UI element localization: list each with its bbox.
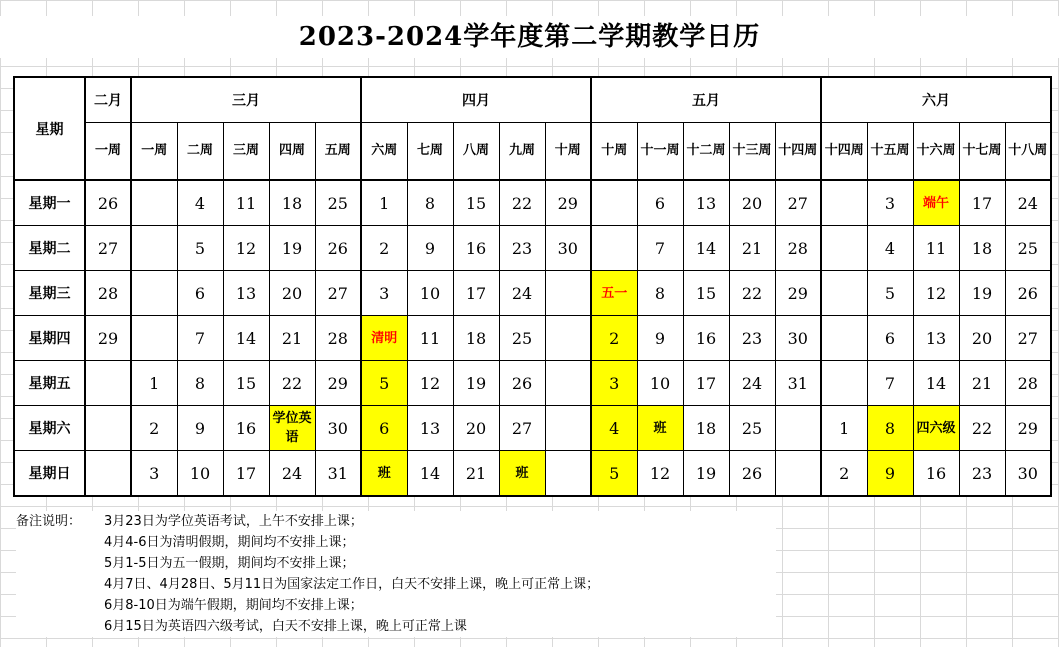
calendar-note: 端午 <box>922 195 949 211</box>
calendar-day-cell <box>131 271 177 316</box>
calendar-day-cell <box>131 316 177 361</box>
calendar-note-cell <box>499 451 545 497</box>
calendar-day-cell: 9 <box>407 226 453 271</box>
calendar-note: 清明 <box>371 330 398 346</box>
calendar-day-cell: 13 <box>683 180 729 226</box>
calendar-day-cell: 9 <box>637 316 683 361</box>
note-text: 4月4-6日为清明假期，期间均不安排上课； <box>104 535 355 550</box>
month-header: 二月 <box>85 77 131 123</box>
calendar-day-cell: 2 <box>131 406 177 451</box>
calendar-day-cell: 16 <box>453 226 499 271</box>
note-text: 4月7日、4月28日、5月11日为国家法定工作日，白天不安排上课，晚上可正常上课； <box>104 577 600 592</box>
weekday-label: 星期六 <box>14 406 85 451</box>
note-text: 5月1-5日为五一假期，期间均不安排上课； <box>104 556 355 571</box>
calendar-day-cell: 11 <box>223 180 269 226</box>
calendar-day-cell: 28 <box>775 226 821 271</box>
calendar-day-cell: 10 <box>177 451 223 497</box>
week-header: 十二周 <box>683 123 729 181</box>
calendar-day-cell: 29 <box>1005 406 1051 451</box>
calendar-day-cell: 23 <box>729 316 775 361</box>
calendar-day-cell: 23 <box>499 226 545 271</box>
calendar-day-cell: 17 <box>683 361 729 406</box>
calendar-day-cell: 27 <box>775 180 821 226</box>
weekday-row <box>14 451 1051 497</box>
calendar-day-cell: 12 <box>407 361 453 406</box>
calendar-day-cell <box>545 271 591 316</box>
calendar-day-cell: 12 <box>637 451 683 497</box>
notes-label <box>16 595 104 616</box>
calendar-day-cell: 12 <box>913 271 959 316</box>
calendar-day-cell <box>821 271 867 316</box>
calendar-day-cell: 14 <box>913 361 959 406</box>
month-header: 三月 <box>131 77 361 123</box>
calendar-day-cell: 18 <box>683 406 729 451</box>
calendar-day-cell: 13 <box>913 316 959 361</box>
calendar-day-cell <box>591 180 637 226</box>
calendar-note: 班 <box>377 465 391 481</box>
weekday-row <box>14 361 1051 406</box>
calendar-day-cell: 15 <box>683 271 729 316</box>
calendar-day-cell: 21 <box>269 316 315 361</box>
week-header: 二周 <box>177 123 223 181</box>
calendar-day-cell: 10 <box>637 361 683 406</box>
calendar-day-cell <box>821 226 867 271</box>
calendar-day-cell: 3 <box>361 271 407 316</box>
calendar-day-cell: 26 <box>315 226 361 271</box>
month-header: 六月 <box>821 77 1051 123</box>
note-line <box>16 511 776 532</box>
calendar-day-cell: 18 <box>453 316 499 361</box>
calendar-day-cell: 19 <box>959 271 1005 316</box>
note-text: 6月8-10日为端午假期，期间均不安排上课； <box>104 598 363 613</box>
calendar-day-cell: 17 <box>959 180 1005 226</box>
weekday-row <box>14 226 1051 271</box>
weekday-label: 星期四 <box>14 316 85 361</box>
calendar-day-cell: 6 <box>637 180 683 226</box>
note-line <box>16 553 776 574</box>
calendar-day-cell: 8 <box>407 180 453 226</box>
calendar-day-cell: 11 <box>913 226 959 271</box>
calendar-day-cell: 13 <box>407 406 453 451</box>
weekday-label: 星期三 <box>14 271 85 316</box>
calendar-day-cell: 27 <box>85 226 131 271</box>
week-header: 十一周 <box>637 123 683 181</box>
month-header: 五月 <box>591 77 821 123</box>
calendar-day-cell: 8 <box>637 271 683 316</box>
month-header: 四月 <box>361 77 591 123</box>
calendar-day-cell: 6 <box>177 271 223 316</box>
calendar-day-cell: 16 <box>683 316 729 361</box>
calendar-day-cell: 14 <box>407 451 453 497</box>
note-line <box>16 574 776 595</box>
calendar-day-cell: 1 <box>821 406 867 451</box>
note-line <box>16 595 776 616</box>
calendar-day-cell: 4 <box>591 406 637 451</box>
calendar-day-cell: 2 <box>361 226 407 271</box>
calendar-note: 学位英语 <box>272 411 312 445</box>
calendar-table <box>13 76 1052 497</box>
calendar-day-cell: 6 <box>867 316 913 361</box>
calendar-day-cell: 10 <box>407 271 453 316</box>
weekday-corner-header: 星期 <box>14 77 85 180</box>
calendar-day-cell: 13 <box>223 271 269 316</box>
calendar-day-cell: 6 <box>361 406 407 451</box>
calendar-day-cell: 24 <box>269 451 315 497</box>
calendar-day-cell: 21 <box>959 361 1005 406</box>
calendar-note-cell <box>591 271 637 316</box>
calendar-day-cell: 21 <box>453 451 499 497</box>
calendar-day-cell: 19 <box>683 451 729 497</box>
calendar-note: 四六级 <box>916 420 956 436</box>
calendar-day-cell: 22 <box>729 271 775 316</box>
calendar-day-cell: 3 <box>131 451 177 497</box>
calendar-day-cell: 24 <box>1005 180 1051 226</box>
calendar-day-cell: 18 <box>269 180 315 226</box>
calendar-day-cell: 19 <box>453 361 499 406</box>
calendar-day-cell: 22 <box>499 180 545 226</box>
week-header: 七周 <box>407 123 453 181</box>
calendar-day-cell: 29 <box>315 361 361 406</box>
calendar-day-cell: 2 <box>821 451 867 497</box>
calendar-note-cell <box>361 316 407 361</box>
calendar-day-cell: 9 <box>867 451 913 497</box>
calendar-day-cell <box>821 316 867 361</box>
note-text: 3月23日为学位英语考试，上午不安排上课； <box>104 514 363 529</box>
week-header: 十三周 <box>729 123 775 181</box>
calendar-day-cell <box>545 361 591 406</box>
week-header: 一周 <box>85 123 131 181</box>
month-header-row <box>14 77 1051 123</box>
calendar-day-cell: 8 <box>177 361 223 406</box>
calendar-day-cell <box>85 451 131 497</box>
calendar-day-cell: 5 <box>361 361 407 406</box>
calendar-body <box>14 77 1051 496</box>
calendar-day-cell: 23 <box>959 451 1005 497</box>
notes-label: 备注说明： <box>16 514 82 529</box>
week-header: 十周 <box>591 123 637 181</box>
week-header: 六周 <box>361 123 407 181</box>
calendar-day-cell: 7 <box>637 226 683 271</box>
calendar-day-cell: 9 <box>177 406 223 451</box>
calendar-note-cell <box>269 406 315 451</box>
calendar-day-cell: 4 <box>867 226 913 271</box>
calendar-note-cell <box>913 180 959 226</box>
calendar-day-cell: 26 <box>729 451 775 497</box>
calendar-day-cell: 7 <box>867 361 913 406</box>
calendar-day-cell: 11 <box>407 316 453 361</box>
calendar-day-cell: 24 <box>499 271 545 316</box>
calendar-day-cell: 27 <box>499 406 545 451</box>
calendar-day-cell: 3 <box>867 180 913 226</box>
calendar-day-cell: 29 <box>85 316 131 361</box>
calendar-day-cell: 25 <box>729 406 775 451</box>
page-title: 2023-2024学年度第二学期教学日历 <box>0 16 1059 58</box>
calendar-day-cell: 28 <box>85 271 131 316</box>
calendar-day-cell <box>85 406 131 451</box>
week-header: 三周 <box>223 123 269 181</box>
week-header: 十八周 <box>1005 123 1051 181</box>
week-header: 九周 <box>499 123 545 181</box>
calendar-day-cell: 7 <box>177 316 223 361</box>
calendar-day-cell: 1 <box>131 361 177 406</box>
calendar-day-cell: 25 <box>1005 226 1051 271</box>
calendar-day-cell: 30 <box>1005 451 1051 497</box>
week-header: 十六周 <box>913 123 959 181</box>
calendar-day-cell: 26 <box>1005 271 1051 316</box>
calendar-day-cell: 14 <box>223 316 269 361</box>
calendar-day-cell <box>821 180 867 226</box>
calendar-day-cell: 27 <box>1005 316 1051 361</box>
note-line <box>16 616 776 637</box>
week-header-row <box>14 123 1051 181</box>
weekday-label: 星期日 <box>14 451 85 497</box>
calendar-day-cell <box>591 226 637 271</box>
calendar-day-cell <box>821 361 867 406</box>
calendar-note-cell <box>913 406 959 451</box>
weekday-row <box>14 316 1051 361</box>
calendar-day-cell: 14 <box>683 226 729 271</box>
calendar-day-cell: 29 <box>545 180 591 226</box>
calendar-day-cell: 12 <box>223 226 269 271</box>
note-line <box>16 532 776 553</box>
notes-label <box>16 574 104 595</box>
week-header: 十五周 <box>867 123 913 181</box>
notes-label <box>16 616 104 637</box>
calendar-day-cell: 30 <box>315 406 361 451</box>
calendar-day-cell: 5 <box>591 451 637 497</box>
calendar-day-cell <box>545 451 591 497</box>
calendar-day-cell: 20 <box>959 316 1005 361</box>
calendar-day-cell: 26 <box>85 180 131 226</box>
weekday-label: 星期一 <box>14 180 85 226</box>
calendar-note: 班 <box>515 465 529 481</box>
calendar-day-cell <box>775 451 821 497</box>
calendar-day-cell: 5 <box>867 271 913 316</box>
calendar-day-cell: 5 <box>177 226 223 271</box>
calendar-day-cell: 1 <box>361 180 407 226</box>
calendar-day-cell: 20 <box>453 406 499 451</box>
calendar-day-cell: 25 <box>499 316 545 361</box>
weekday-label: 星期五 <box>14 361 85 406</box>
calendar-day-cell: 28 <box>1005 361 1051 406</box>
weekday-row <box>14 180 1051 226</box>
calendar-day-cell <box>545 316 591 361</box>
calendar-day-cell: 29 <box>775 271 821 316</box>
calendar-note: 班 <box>653 420 667 436</box>
week-header: 十七周 <box>959 123 1005 181</box>
calendar-day-cell: 25 <box>315 180 361 226</box>
calendar-day-cell: 18 <box>959 226 1005 271</box>
notes-lines <box>16 511 776 637</box>
notes-section <box>16 511 776 637</box>
calendar-day-cell: 22 <box>269 361 315 406</box>
calendar-day-cell: 31 <box>315 451 361 497</box>
week-header: 五周 <box>315 123 361 181</box>
calendar-day-cell <box>131 226 177 271</box>
calendar-day-cell: 15 <box>223 361 269 406</box>
calendar-day-cell: 22 <box>959 406 1005 451</box>
calendar-day-cell: 15 <box>453 180 499 226</box>
week-header: 八周 <box>453 123 499 181</box>
weekday-row <box>14 271 1051 316</box>
calendar-day-cell: 19 <box>269 226 315 271</box>
notes-label <box>16 532 104 553</box>
calendar-day-cell: 27 <box>315 271 361 316</box>
weekday-row <box>14 406 1051 451</box>
calendar-day-cell: 17 <box>223 451 269 497</box>
calendar-day-cell <box>131 180 177 226</box>
calendar-day-cell: 26 <box>499 361 545 406</box>
calendar-day-cell: 31 <box>775 361 821 406</box>
week-header: 十四周 <box>821 123 867 181</box>
notes-label <box>16 553 104 574</box>
calendar-day-cell <box>85 361 131 406</box>
weekday-label: 星期二 <box>14 226 85 271</box>
week-header: 十四周 <box>775 123 821 181</box>
calendar-day-cell: 8 <box>867 406 913 451</box>
calendar-day-cell: 2 <box>591 316 637 361</box>
week-header: 十周 <box>545 123 591 181</box>
calendar-day-cell: 17 <box>453 271 499 316</box>
calendar-day-cell: 20 <box>729 180 775 226</box>
calendar-note: 五一 <box>601 285 628 301</box>
calendar-day-cell <box>545 406 591 451</box>
calendar-day-cell: 30 <box>775 316 821 361</box>
calendar-day-cell <box>775 406 821 451</box>
calendar-day-cell: 28 <box>315 316 361 361</box>
calendar-day-cell: 16 <box>913 451 959 497</box>
calendar-day-cell: 16 <box>223 406 269 451</box>
calendar-day-cell: 24 <box>729 361 775 406</box>
week-header: 一周 <box>131 123 177 181</box>
week-header: 四周 <box>269 123 315 181</box>
calendar-note-cell <box>637 406 683 451</box>
calendar-day-cell: 3 <box>591 361 637 406</box>
calendar-day-cell: 21 <box>729 226 775 271</box>
calendar-day-cell: 4 <box>177 180 223 226</box>
calendar-note-cell <box>361 451 407 497</box>
calendar-day-cell: 30 <box>545 226 591 271</box>
note-text: 6月15日为英语四六级考试，白天不安排上课，晚上可正常上课 <box>104 619 467 634</box>
calendar-day-cell: 20 <box>269 271 315 316</box>
